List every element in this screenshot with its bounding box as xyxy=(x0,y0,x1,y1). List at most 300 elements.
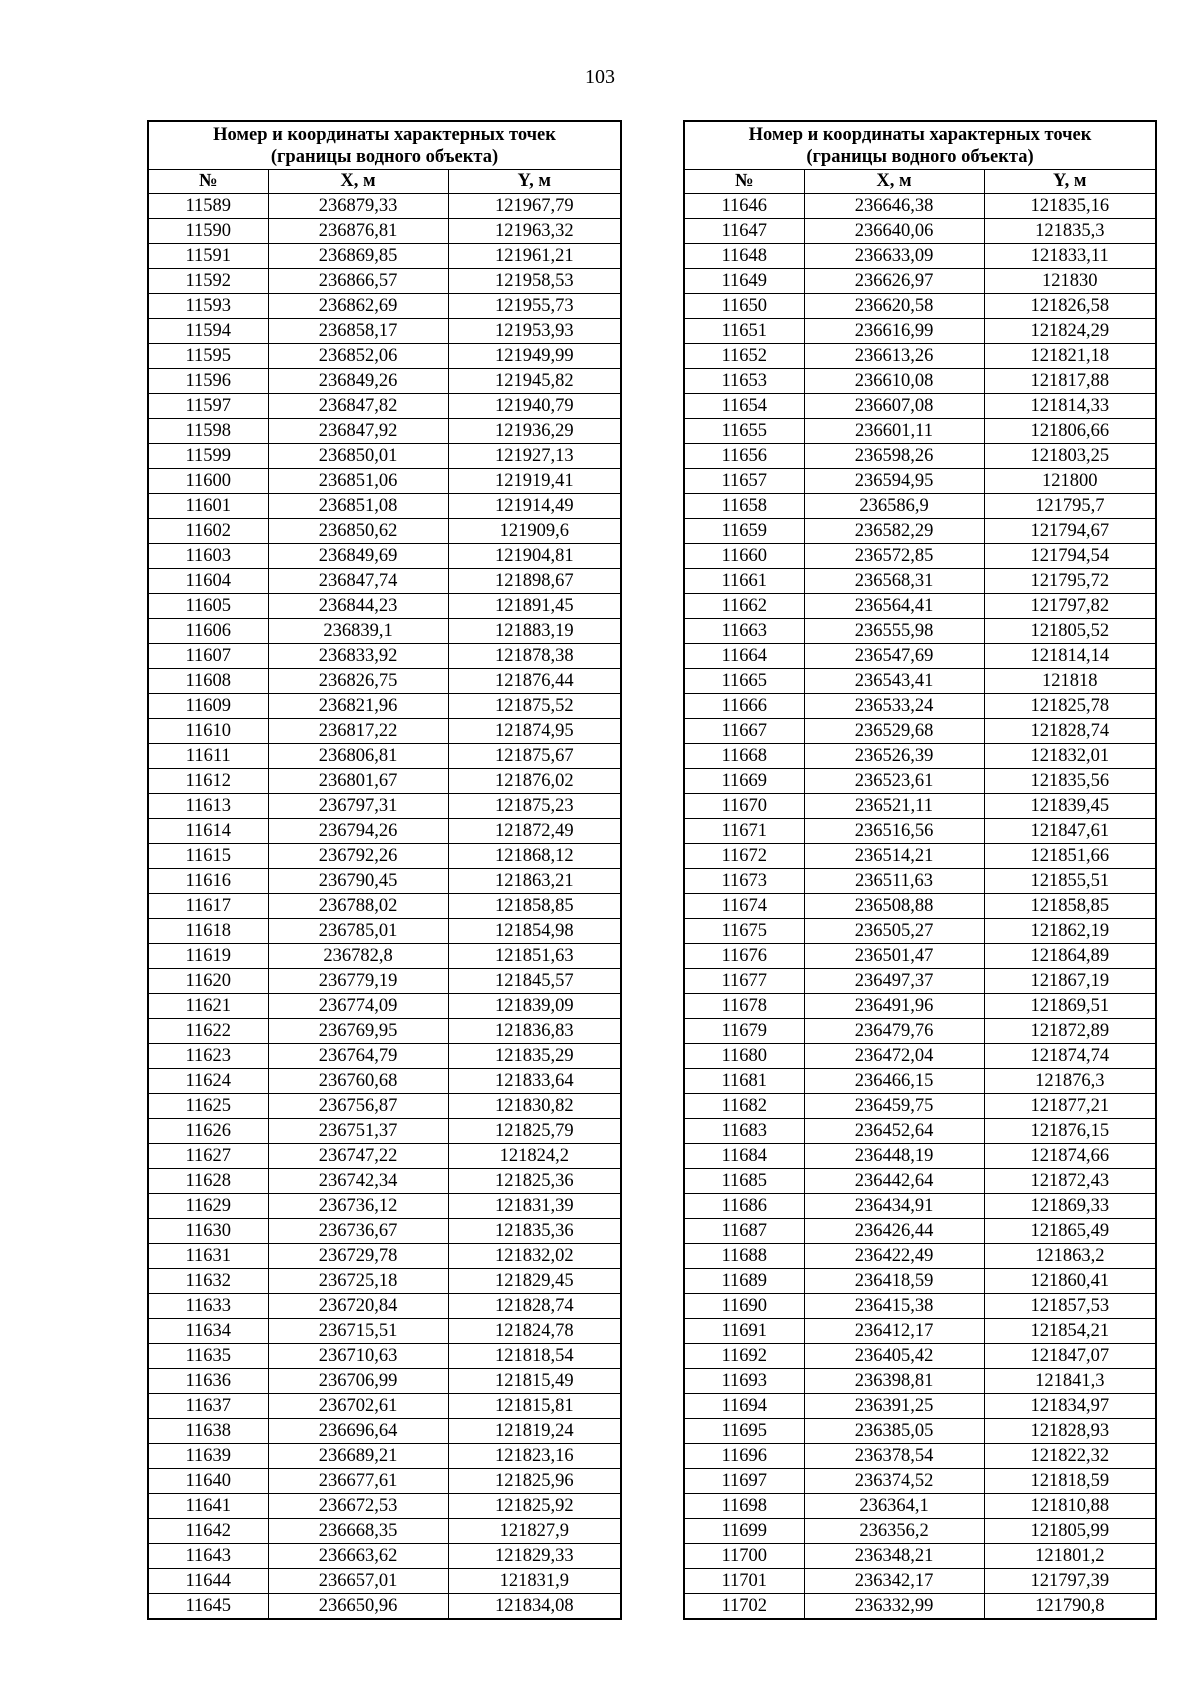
point-number-cell: 11649 xyxy=(684,269,804,294)
point-number-cell: 11629 xyxy=(148,1194,268,1219)
y-coordinate-cell: 121967,79 xyxy=(448,194,621,219)
y-coordinate-cell: 121825,36 xyxy=(448,1169,621,1194)
column-header-number: № xyxy=(684,170,804,194)
x-coordinate-cell: 236374,52 xyxy=(804,1469,984,1494)
x-coordinate-cell: 236849,69 xyxy=(268,544,448,569)
table-row xyxy=(148,1419,621,1444)
y-coordinate-cell: 121828,93 xyxy=(984,1419,1156,1444)
y-coordinate-cell: 121839,09 xyxy=(448,994,621,1019)
table-row xyxy=(684,769,1156,794)
y-coordinate-cell: 121824,2 xyxy=(448,1144,621,1169)
x-coordinate-cell: 236696,64 xyxy=(268,1419,448,1444)
x-coordinate-cell: 236405,42 xyxy=(804,1344,984,1369)
table-body xyxy=(684,194,1156,1620)
x-coordinate-cell: 236523,61 xyxy=(804,769,984,794)
point-number-cell: 11659 xyxy=(684,519,804,544)
table-row xyxy=(684,1519,1156,1544)
column-header-x: X, м xyxy=(804,170,984,194)
table-row xyxy=(684,694,1156,719)
y-coordinate-cell: 121875,52 xyxy=(448,694,621,719)
point-number-cell: 11630 xyxy=(148,1219,268,1244)
y-coordinate-cell: 121835,56 xyxy=(984,769,1156,794)
table-row xyxy=(148,1344,621,1369)
point-number-cell: 11640 xyxy=(148,1469,268,1494)
x-coordinate-cell: 236543,41 xyxy=(804,669,984,694)
x-coordinate-cell: 236501,47 xyxy=(804,944,984,969)
table-row xyxy=(148,1594,621,1620)
x-coordinate-cell: 236806,81 xyxy=(268,744,448,769)
table-row xyxy=(684,669,1156,694)
x-coordinate-cell: 236448,19 xyxy=(804,1144,984,1169)
table-row xyxy=(684,1194,1156,1219)
x-coordinate-cell: 236710,63 xyxy=(268,1344,448,1369)
point-number-cell: 11699 xyxy=(684,1519,804,1544)
x-coordinate-cell: 236672,53 xyxy=(268,1494,448,1519)
table-row xyxy=(148,244,621,269)
point-number-cell: 11637 xyxy=(148,1394,268,1419)
x-coordinate-cell: 236422,49 xyxy=(804,1244,984,1269)
table-row xyxy=(148,844,621,869)
point-number-cell: 11632 xyxy=(148,1269,268,1294)
x-coordinate-cell: 236459,75 xyxy=(804,1094,984,1119)
point-number-cell: 11651 xyxy=(684,319,804,344)
table-row xyxy=(148,794,621,819)
point-number-cell: 11680 xyxy=(684,1044,804,1069)
point-number-cell: 11634 xyxy=(148,1319,268,1344)
y-coordinate-cell: 121835,36 xyxy=(448,1219,621,1244)
x-coordinate-cell: 236788,02 xyxy=(268,894,448,919)
x-coordinate-cell: 236348,21 xyxy=(804,1544,984,1569)
table-row xyxy=(684,1219,1156,1244)
table-row xyxy=(684,1394,1156,1419)
point-number-cell: 11665 xyxy=(684,669,804,694)
y-coordinate-cell: 121829,33 xyxy=(448,1544,621,1569)
point-number-cell: 11661 xyxy=(684,569,804,594)
table-row xyxy=(684,1544,1156,1569)
y-coordinate-cell: 121794,67 xyxy=(984,519,1156,544)
point-number-cell: 11639 xyxy=(148,1444,268,1469)
coordinates-table-left xyxy=(147,120,622,1620)
table-row xyxy=(684,544,1156,569)
column-header-x: X, м xyxy=(268,170,448,194)
x-coordinate-cell: 236866,57 xyxy=(268,269,448,294)
table-row xyxy=(148,569,621,594)
point-number-cell: 11617 xyxy=(148,894,268,919)
x-coordinate-cell: 236332,99 xyxy=(804,1594,984,1620)
point-number-cell: 11657 xyxy=(684,469,804,494)
point-number-cell: 11590 xyxy=(148,219,268,244)
table-row xyxy=(684,869,1156,894)
point-number-cell: 11606 xyxy=(148,619,268,644)
y-coordinate-cell: 121794,54 xyxy=(984,544,1156,569)
x-coordinate-cell: 236610,08 xyxy=(804,369,984,394)
y-coordinate-cell: 121875,23 xyxy=(448,794,621,819)
y-coordinate-cell: 121831,39 xyxy=(448,1194,621,1219)
point-number-cell: 11623 xyxy=(148,1044,268,1069)
table-title-line1: Номер и координаты характерных точек xyxy=(213,124,556,145)
point-number-cell: 11610 xyxy=(148,719,268,744)
x-coordinate-cell: 236466,15 xyxy=(804,1069,984,1094)
x-coordinate-cell: 236586,9 xyxy=(804,494,984,519)
y-coordinate-cell: 121818,59 xyxy=(984,1469,1156,1494)
point-number-cell: 11609 xyxy=(148,694,268,719)
table-row xyxy=(684,819,1156,844)
table-row xyxy=(684,219,1156,244)
x-coordinate-cell: 236601,11 xyxy=(804,419,984,444)
y-coordinate-cell: 121805,52 xyxy=(984,619,1156,644)
table-title-line2: (границы водного объекта) xyxy=(806,146,1034,167)
point-number-cell: 11605 xyxy=(148,594,268,619)
table-row xyxy=(684,794,1156,819)
point-number-cell: 11702 xyxy=(684,1594,804,1620)
x-coordinate-cell: 236607,08 xyxy=(804,394,984,419)
table-row xyxy=(684,469,1156,494)
y-coordinate-cell: 121803,25 xyxy=(984,444,1156,469)
point-number-cell: 11652 xyxy=(684,344,804,369)
y-coordinate-cell: 121854,98 xyxy=(448,919,621,944)
table-row xyxy=(684,1594,1156,1620)
x-coordinate-cell: 236817,22 xyxy=(268,719,448,744)
x-coordinate-cell: 236633,09 xyxy=(804,244,984,269)
x-coordinate-cell: 236826,75 xyxy=(268,669,448,694)
y-coordinate-cell: 121828,74 xyxy=(448,1294,621,1319)
table-row xyxy=(684,1569,1156,1594)
table-row xyxy=(148,669,621,694)
point-number-cell: 11658 xyxy=(684,494,804,519)
point-number-cell: 11664 xyxy=(684,644,804,669)
x-coordinate-cell: 236491,96 xyxy=(804,994,984,1019)
table-row xyxy=(148,294,621,319)
x-coordinate-cell: 236774,09 xyxy=(268,994,448,1019)
table-title-line2: (границы водного объекта) xyxy=(270,146,499,167)
x-coordinate-cell: 236851,06 xyxy=(268,469,448,494)
point-number-cell: 11595 xyxy=(148,344,268,369)
point-number-cell: 11685 xyxy=(684,1169,804,1194)
table-row xyxy=(148,1094,621,1119)
y-coordinate-cell: 121876,15 xyxy=(984,1119,1156,1144)
y-coordinate-cell: 121851,66 xyxy=(984,844,1156,869)
point-number-cell: 11612 xyxy=(148,769,268,794)
point-number-cell: 11660 xyxy=(684,544,804,569)
y-coordinate-cell: 121839,45 xyxy=(984,794,1156,819)
y-coordinate-cell: 121824,29 xyxy=(984,319,1156,344)
x-coordinate-cell: 236418,59 xyxy=(804,1269,984,1294)
table-row xyxy=(148,1319,621,1344)
x-coordinate-cell: 236364,1 xyxy=(804,1494,984,1519)
point-number-cell: 11690 xyxy=(684,1294,804,1319)
point-number-cell: 11641 xyxy=(148,1494,268,1519)
table-row xyxy=(148,1294,621,1319)
point-number-cell: 11598 xyxy=(148,419,268,444)
point-number-cell: 11654 xyxy=(684,394,804,419)
x-coordinate-cell: 236356,2 xyxy=(804,1519,984,1544)
table-row xyxy=(148,1444,621,1469)
y-coordinate-cell: 121806,66 xyxy=(984,419,1156,444)
y-coordinate-cell: 121797,82 xyxy=(984,594,1156,619)
point-number-cell: 11619 xyxy=(148,944,268,969)
y-coordinate-cell: 121832,01 xyxy=(984,744,1156,769)
y-coordinate-cell: 121872,43 xyxy=(984,1169,1156,1194)
point-number-cell: 11668 xyxy=(684,744,804,769)
y-coordinate-cell: 121845,57 xyxy=(448,969,621,994)
y-coordinate-cell: 121874,95 xyxy=(448,719,621,744)
x-coordinate-cell: 236526,39 xyxy=(804,744,984,769)
y-coordinate-cell: 121858,85 xyxy=(984,894,1156,919)
y-coordinate-cell: 121958,53 xyxy=(448,269,621,294)
table-row xyxy=(148,494,621,519)
x-coordinate-cell: 236616,99 xyxy=(804,319,984,344)
point-number-cell: 11687 xyxy=(684,1219,804,1244)
x-coordinate-cell: 236844,23 xyxy=(268,594,448,619)
table-row xyxy=(148,319,621,344)
y-coordinate-cell: 121830 xyxy=(984,269,1156,294)
point-number-cell: 11688 xyxy=(684,1244,804,1269)
table-row xyxy=(148,619,621,644)
x-coordinate-cell: 236452,64 xyxy=(804,1119,984,1144)
x-coordinate-cell: 236792,26 xyxy=(268,844,448,869)
x-coordinate-cell: 236850,01 xyxy=(268,444,448,469)
x-coordinate-cell: 236849,26 xyxy=(268,369,448,394)
table-row xyxy=(684,1369,1156,1394)
x-coordinate-cell: 236850,62 xyxy=(268,519,448,544)
x-coordinate-cell: 236398,81 xyxy=(804,1369,984,1394)
x-coordinate-cell: 236564,41 xyxy=(804,594,984,619)
point-number-cell: 11638 xyxy=(148,1419,268,1444)
page-number: 103 xyxy=(585,66,615,88)
table-row xyxy=(148,1019,621,1044)
x-coordinate-cell: 236547,69 xyxy=(804,644,984,669)
point-number-cell: 11663 xyxy=(684,619,804,644)
y-coordinate-cell: 121851,63 xyxy=(448,944,621,969)
table-row xyxy=(684,444,1156,469)
table-row xyxy=(148,519,621,544)
point-number-cell: 11620 xyxy=(148,969,268,994)
y-coordinate-cell: 121825,96 xyxy=(448,1469,621,1494)
point-number-cell: 11591 xyxy=(148,244,268,269)
table-row xyxy=(684,1269,1156,1294)
point-number-cell: 11597 xyxy=(148,394,268,419)
table-row xyxy=(684,1094,1156,1119)
y-coordinate-cell: 121898,67 xyxy=(448,569,621,594)
y-coordinate-cell: 121790,8 xyxy=(984,1594,1156,1620)
x-coordinate-cell: 236385,05 xyxy=(804,1419,984,1444)
table-row xyxy=(148,369,621,394)
y-coordinate-cell: 121814,14 xyxy=(984,644,1156,669)
x-coordinate-cell: 236342,17 xyxy=(804,1569,984,1594)
table-row xyxy=(148,544,621,569)
y-coordinate-cell: 121877,21 xyxy=(984,1094,1156,1119)
y-coordinate-cell: 121822,32 xyxy=(984,1444,1156,1469)
point-number-cell: 11622 xyxy=(148,1019,268,1044)
y-coordinate-cell: 121874,66 xyxy=(984,1144,1156,1169)
table-row xyxy=(684,619,1156,644)
point-number-cell: 11611 xyxy=(148,744,268,769)
table-row xyxy=(148,1044,621,1069)
table-title-line1: Номер и координаты характерных точек xyxy=(748,124,1092,145)
point-number-cell: 11636 xyxy=(148,1369,268,1394)
x-coordinate-cell: 236598,26 xyxy=(804,444,984,469)
x-coordinate-cell: 236760,68 xyxy=(268,1069,448,1094)
table-row xyxy=(684,344,1156,369)
x-coordinate-cell: 236415,38 xyxy=(804,1294,984,1319)
y-coordinate-cell: 121864,89 xyxy=(984,944,1156,969)
column-header-number: № xyxy=(148,170,268,194)
point-number-cell: 11616 xyxy=(148,869,268,894)
point-number-cell: 11666 xyxy=(684,694,804,719)
x-coordinate-cell: 236782,8 xyxy=(268,944,448,969)
x-coordinate-cell: 236847,82 xyxy=(268,394,448,419)
table-row xyxy=(684,494,1156,519)
y-coordinate-cell: 121815,81 xyxy=(448,1394,621,1419)
point-number-cell: 11602 xyxy=(148,519,268,544)
point-number-cell: 11678 xyxy=(684,994,804,1019)
table-row xyxy=(684,844,1156,869)
column-header-y: Y, м xyxy=(448,170,621,194)
table-row xyxy=(684,1069,1156,1094)
x-coordinate-cell: 236736,12 xyxy=(268,1194,448,1219)
point-number-cell: 11683 xyxy=(684,1119,804,1144)
x-coordinate-cell: 236790,45 xyxy=(268,869,448,894)
table-row xyxy=(684,394,1156,419)
x-coordinate-cell: 236858,17 xyxy=(268,319,448,344)
table-row xyxy=(148,1119,621,1144)
x-coordinate-cell: 236725,18 xyxy=(268,1269,448,1294)
y-coordinate-cell: 121795,7 xyxy=(984,494,1156,519)
y-coordinate-cell: 121872,49 xyxy=(448,819,621,844)
y-coordinate-cell: 121863,21 xyxy=(448,869,621,894)
x-coordinate-cell: 236472,04 xyxy=(804,1044,984,1069)
y-coordinate-cell: 121833,64 xyxy=(448,1069,621,1094)
table-row xyxy=(148,994,621,1019)
y-coordinate-cell: 121869,33 xyxy=(984,1194,1156,1219)
point-number-cell: 11695 xyxy=(684,1419,804,1444)
y-coordinate-cell: 121914,49 xyxy=(448,494,621,519)
table-row xyxy=(684,919,1156,944)
point-number-cell: 11697 xyxy=(684,1469,804,1494)
point-number-cell: 11655 xyxy=(684,419,804,444)
x-coordinate-cell: 236426,44 xyxy=(804,1219,984,1244)
x-coordinate-cell: 236650,96 xyxy=(268,1594,448,1620)
x-coordinate-cell: 236720,84 xyxy=(268,1294,448,1319)
table-row xyxy=(684,1119,1156,1144)
point-number-cell: 11608 xyxy=(148,669,268,694)
x-coordinate-cell: 236862,69 xyxy=(268,294,448,319)
y-coordinate-cell: 121904,81 xyxy=(448,544,621,569)
table-row xyxy=(148,1469,621,1494)
table-row xyxy=(684,744,1156,769)
x-coordinate-cell: 236663,62 xyxy=(268,1544,448,1569)
x-coordinate-cell: 236568,31 xyxy=(804,569,984,594)
y-coordinate-cell: 121817,88 xyxy=(984,369,1156,394)
x-coordinate-cell: 236876,81 xyxy=(268,219,448,244)
table-row xyxy=(148,819,621,844)
y-coordinate-cell: 121814,33 xyxy=(984,394,1156,419)
table-row xyxy=(684,269,1156,294)
point-number-cell: 11625 xyxy=(148,1094,268,1119)
table-row xyxy=(684,1469,1156,1494)
y-coordinate-cell: 121854,21 xyxy=(984,1319,1156,1344)
table-row xyxy=(148,469,621,494)
x-coordinate-cell: 236847,92 xyxy=(268,419,448,444)
y-coordinate-cell: 121936,29 xyxy=(448,419,621,444)
y-coordinate-cell: 121847,07 xyxy=(984,1344,1156,1369)
point-number-cell: 11626 xyxy=(148,1119,268,1144)
point-number-cell: 11698 xyxy=(684,1494,804,1519)
x-coordinate-cell: 236657,01 xyxy=(268,1569,448,1594)
point-number-cell: 11594 xyxy=(148,319,268,344)
table-row xyxy=(148,1544,621,1569)
y-coordinate-cell: 121801,2 xyxy=(984,1544,1156,1569)
table-row xyxy=(684,569,1156,594)
table-row xyxy=(148,1144,621,1169)
table-row xyxy=(684,1494,1156,1519)
table-row xyxy=(684,1319,1156,1344)
x-coordinate-cell: 236508,88 xyxy=(804,894,984,919)
table-row xyxy=(684,1144,1156,1169)
x-coordinate-cell: 236847,74 xyxy=(268,569,448,594)
table-row xyxy=(684,1344,1156,1369)
point-number-cell: 11604 xyxy=(148,569,268,594)
point-number-cell: 11689 xyxy=(684,1269,804,1294)
point-number-cell: 11644 xyxy=(148,1569,268,1594)
point-number-cell: 11700 xyxy=(684,1544,804,1569)
table-row xyxy=(148,944,621,969)
x-coordinate-cell: 236646,38 xyxy=(804,194,984,219)
y-coordinate-cell: 121876,02 xyxy=(448,769,621,794)
x-coordinate-cell: 236764,79 xyxy=(268,1044,448,1069)
table-row xyxy=(148,1494,621,1519)
point-number-cell: 11614 xyxy=(148,819,268,844)
coordinates-table-right xyxy=(683,120,1157,1620)
y-coordinate-cell: 121841,3 xyxy=(984,1369,1156,1394)
y-coordinate-cell: 121862,19 xyxy=(984,919,1156,944)
y-coordinate-cell: 121949,99 xyxy=(448,344,621,369)
point-number-cell: 11621 xyxy=(148,994,268,1019)
y-coordinate-cell: 121821,18 xyxy=(984,344,1156,369)
y-coordinate-cell: 121833,11 xyxy=(984,244,1156,269)
column-header-y: Y, м xyxy=(984,170,1156,194)
y-coordinate-cell: 121818,54 xyxy=(448,1344,621,1369)
x-coordinate-cell: 236851,08 xyxy=(268,494,448,519)
table-row xyxy=(148,1394,621,1419)
point-number-cell: 11593 xyxy=(148,294,268,319)
x-coordinate-cell: 236516,56 xyxy=(804,819,984,844)
table-row xyxy=(148,1569,621,1594)
point-number-cell: 11693 xyxy=(684,1369,804,1394)
x-coordinate-cell: 236511,63 xyxy=(804,869,984,894)
y-coordinate-cell: 121883,19 xyxy=(448,619,621,644)
table-row xyxy=(148,969,621,994)
table-row xyxy=(148,1219,621,1244)
point-number-cell: 11653 xyxy=(684,369,804,394)
x-coordinate-cell: 236677,61 xyxy=(268,1469,448,1494)
y-coordinate-cell: 121835,29 xyxy=(448,1044,621,1069)
y-coordinate-cell: 121835,3 xyxy=(984,219,1156,244)
point-number-cell: 11627 xyxy=(148,1144,268,1169)
x-coordinate-cell: 236391,25 xyxy=(804,1394,984,1419)
y-coordinate-cell: 121878,38 xyxy=(448,644,621,669)
x-coordinate-cell: 236839,1 xyxy=(268,619,448,644)
table-row xyxy=(148,694,621,719)
point-number-cell: 11650 xyxy=(684,294,804,319)
table-row xyxy=(684,894,1156,919)
point-number-cell: 11643 xyxy=(148,1544,268,1569)
y-coordinate-cell: 121940,79 xyxy=(448,394,621,419)
point-number-cell: 11618 xyxy=(148,919,268,944)
x-coordinate-cell: 236582,29 xyxy=(804,519,984,544)
table-row xyxy=(148,1194,621,1219)
table-row xyxy=(148,594,621,619)
